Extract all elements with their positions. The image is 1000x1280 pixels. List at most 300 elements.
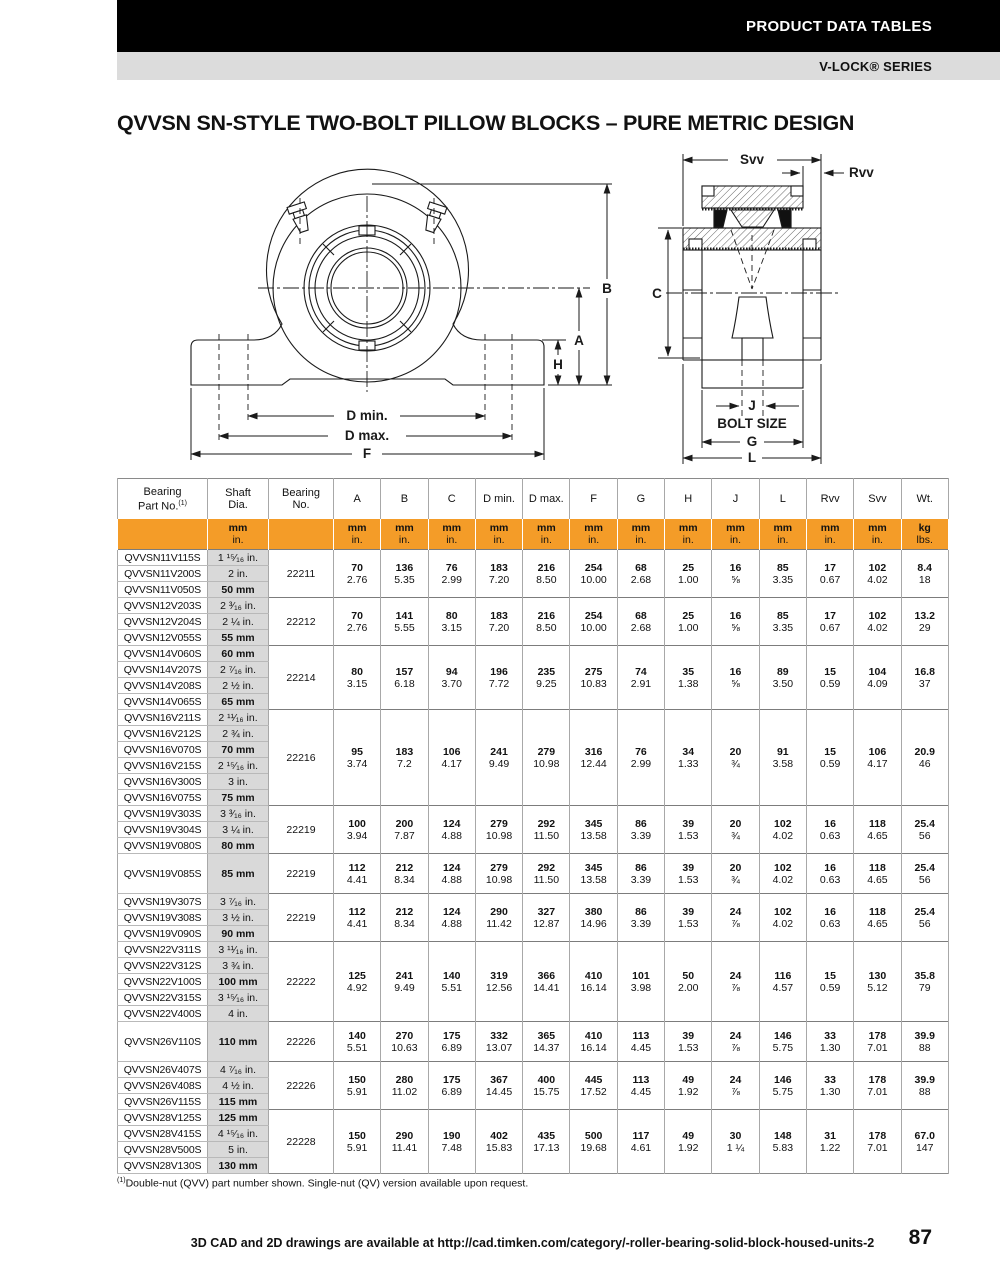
dimension-value-cell: 319 12.56 (475, 942, 522, 1022)
dimension-value-cell: 292 11.50 (523, 854, 570, 894)
dimension-value-cell: 118 4.65 (854, 806, 901, 854)
part-number-cell: QVVSN14V208S (118, 678, 208, 694)
dimension-value-cell: 49 1.92 (665, 1062, 712, 1110)
dimension-value-cell: 15 0.59 (806, 710, 853, 806)
part-number-cell: QVVSN28V415S (118, 1126, 208, 1142)
banner-title: PRODUCT DATA TABLES (746, 17, 932, 35)
dimension-value-cell: 35.8 79 (901, 942, 948, 1022)
column-header: H (665, 479, 712, 520)
table-row (118, 710, 949, 726)
dimension-value-cell: 124 4.88 (428, 806, 475, 854)
dimension-value-cell: 102 4.02 (854, 598, 901, 646)
dimension-value-cell: 85 3.35 (759, 598, 806, 646)
dimension-value-cell: 67.0 147 (901, 1110, 948, 1174)
table-row (118, 806, 949, 822)
dimension-value-cell: 16 0.63 (806, 894, 853, 942)
dimension-value-cell: 17 0.67 (806, 550, 853, 598)
dimension-value-cell: 410 16.14 (570, 1022, 617, 1062)
dimension-value-cell: 183 7.2 (381, 710, 428, 806)
bolt-stem (742, 338, 763, 360)
dimension-value-cell: 124 4.88 (428, 894, 475, 942)
part-number-cell: QVVSN14V207S (118, 662, 208, 678)
dimension-value-cell: 16.8 37 (901, 646, 948, 710)
shaft-dia-cell: 3 ¹⁵⁄₁₆ in. (208, 990, 269, 1006)
shaft-dia-cell: 4 ¹⁵⁄₁₆ in. (208, 1126, 269, 1142)
dimension-value-cell: 116 4.57 (759, 942, 806, 1022)
shaft-dia-cell: 4 ⁷⁄₁₆ in. (208, 1062, 269, 1078)
part-number-cell: QVVSN16V211S (118, 710, 208, 726)
bearing-number-cell: 22219 (269, 894, 334, 942)
dimension-value-cell: 117 4.61 (617, 1110, 664, 1174)
dimension-value-cell: 80 3.15 (428, 598, 475, 646)
shaft-dia-cell: 85 mm (208, 854, 269, 894)
dimension-value-cell: 70 2.76 (334, 598, 381, 646)
shaft-dia-cell: 50 mm (208, 582, 269, 598)
column-header: Bearing Part No.$^{(1)}$ (118, 479, 208, 520)
table-row (118, 942, 949, 958)
dimension-value-cell: 175 6.89 (428, 1062, 475, 1110)
column-header: G (617, 479, 664, 520)
shaft-dia-cell: 2 ¹¹⁄₁₆ in. (208, 710, 269, 726)
dimension-value-cell: 76 2.99 (617, 710, 664, 806)
part-number-cell: QVVSN22V315S (118, 990, 208, 1006)
dim-label-a: A (574, 333, 584, 348)
part-number-cell: QVVSN26V408S (118, 1078, 208, 1094)
dimension-value-cell: 39 1.53 (665, 854, 712, 894)
bearing-number-cell: 22226 (269, 1022, 334, 1062)
dimension-value-cell: 102 4.02 (759, 806, 806, 854)
shaft-dia-cell: 1 ¹⁵⁄₁₆ in. (208, 550, 269, 566)
page-number: 87 (908, 1226, 932, 1249)
part-number-cell: QVVSN14V060S (118, 646, 208, 662)
seal-right (778, 210, 791, 227)
bolt-silhouette (732, 297, 773, 338)
dimension-value-cell: 279 10.98 (475, 854, 522, 894)
dimension-value-cell: 402 15.83 (475, 1110, 522, 1174)
dimension-value-cell: 102 4.02 (759, 894, 806, 942)
part-number-cell: QVVSN16V070S (118, 742, 208, 758)
part-number-cell: QVVSN26V115S (118, 1094, 208, 1110)
column-header: C (428, 479, 475, 520)
dimension-value-cell: 20 ¾ (712, 806, 759, 854)
dimension-value-cell: 16 0.63 (806, 854, 853, 894)
dimension-value-cell: 68 2.68 (617, 598, 664, 646)
column-header: J (712, 479, 759, 520)
dimension-value-cell: 8.4 18 (901, 550, 948, 598)
shaft-dia-cell: 80 mm (208, 838, 269, 854)
product-data-table (117, 478, 949, 1174)
dimension-value-cell: 112 4.41 (334, 854, 381, 894)
part-number-cell: QVVSN28V125S (118, 1110, 208, 1126)
dimension-value-cell: 150 5.91 (334, 1062, 381, 1110)
part-number-cell: QVVSN22V100S (118, 974, 208, 990)
dimension-value-cell: 86 3.39 (617, 894, 664, 942)
dimension-value-cell: 148 5.83 (759, 1110, 806, 1174)
units-row (118, 519, 949, 550)
top-banner (117, 0, 1000, 52)
dimension-value-cell: 95 3.74 (334, 710, 381, 806)
part-number-cell: QVVSN26V110S (118, 1022, 208, 1062)
bearing-number-cell: 22219 (269, 854, 334, 894)
dimension-value-cell: 13.2 29 (901, 598, 948, 646)
part-number-cell: QVVSN22V312S (118, 958, 208, 974)
dimension-value-cell: 106 4.17 (428, 710, 475, 806)
shaft-dia-cell: 2 ¼ in. (208, 614, 269, 630)
dimension-value-cell: 24 ⅞ (712, 942, 759, 1022)
dimension-value-cell: 141 5.55 (381, 598, 428, 646)
dimension-value-cell: 270 10.63 (381, 1022, 428, 1062)
unit-cell (118, 519, 208, 550)
dimension-value-cell: 113 4.45 (617, 1062, 664, 1110)
dimension-value-cell: 435 17.13 (523, 1110, 570, 1174)
dimension-value-cell: 235 9.25 (523, 646, 570, 710)
dimension-value-cell: 102 4.02 (854, 550, 901, 598)
dimension-value-cell: 410 16.14 (570, 942, 617, 1022)
part-number-cell: QVVSN28V500S (118, 1142, 208, 1158)
shaft-dia-cell: 3 ³⁄₁₆ in. (208, 806, 269, 822)
dimension-value-cell: 380 14.96 (570, 894, 617, 942)
shaft-dia-cell: 2 ½ in. (208, 678, 269, 694)
dimension-value-cell: 345 13.58 (570, 806, 617, 854)
dimension-value-cell: 212 8.34 (381, 854, 428, 894)
dim-label-c: C (652, 286, 662, 301)
dimension-value-cell: 130 5.12 (854, 942, 901, 1022)
dimension-value-cell: 241 9.49 (381, 942, 428, 1022)
footer-note: 3D CAD and 2D drawings are available at http://cad.timken.com/category/-roller-bearing-solid-block-housed-units-2 (190, 1236, 875, 1250)
dim-label-dmax: D max. (344, 428, 390, 443)
dimension-value-cell: 68 2.68 (617, 550, 664, 598)
unit-cell: mm in. (665, 519, 712, 550)
part-number-cell: QVVSN19V304S (118, 822, 208, 838)
bearing-number-cell: 22216 (269, 710, 334, 806)
dimension-value-cell: 39 1.53 (665, 806, 712, 854)
shaft-dia-cell: 110 mm (208, 1022, 269, 1062)
part-number-cell: QVVSN12V203S (118, 598, 208, 614)
dimension-value-cell: 241 9.49 (475, 710, 522, 806)
part-number-cell: QVVSN16V212S (118, 726, 208, 742)
dim-label-b: B (602, 281, 612, 296)
dimension-value-cell: 24 ⅞ (712, 1022, 759, 1062)
dimension-value-cell: 76 2.99 (428, 550, 475, 598)
dim-label-dmin: D min. (346, 408, 388, 423)
dimension-value-cell: 17 0.67 (806, 598, 853, 646)
table-row (118, 1110, 949, 1126)
dimension-value-cell: 445 17.52 (570, 1062, 617, 1110)
dimension-value-cell: 190 7.48 (428, 1110, 475, 1174)
dim-label-l: L (747, 450, 757, 465)
dimension-value-cell: 80 3.15 (334, 646, 381, 710)
footnote (117, 1177, 528, 1190)
part-number-cell: QVVSN19V303S (118, 806, 208, 822)
dimension-value-cell: 20 ¾ (712, 710, 759, 806)
bearing-number-cell: 22226 (269, 1062, 334, 1110)
series-label: V-LOCK® SERIES (819, 58, 932, 74)
dimension-value-cell: 196 7.72 (475, 646, 522, 710)
shaft-dia-cell: 2 ¹⁵⁄₁₆ in. (208, 758, 269, 774)
column-header: Shaft Dia. (208, 479, 269, 520)
dimension-value-cell: 102 4.02 (759, 854, 806, 894)
part-number-cell: QVVSN19V307S (118, 894, 208, 910)
shaft-dia-cell: 70 mm (208, 742, 269, 758)
bearing-number-cell: 22219 (269, 806, 334, 854)
dimension-value-cell: 200 7.87 (381, 806, 428, 854)
dimension-value-cell: 136 5.35 (381, 550, 428, 598)
table-row (118, 894, 949, 910)
bearing-number-cell: 22212 (269, 598, 334, 646)
dimension-value-cell: 50 2.00 (665, 942, 712, 1022)
base-foot (702, 360, 803, 388)
dim-label-bolt-size: BOLT SIZE (717, 416, 787, 431)
dimension-value-cell: 89 3.50 (759, 646, 806, 710)
part-number-cell: QVVSN19V080S (118, 838, 208, 854)
part-number-cell: QVVSN28V130S (118, 1158, 208, 1174)
dimension-value-cell: 365 14.37 (523, 1022, 570, 1062)
dimension-value-cell: 25.4 56 (901, 854, 948, 894)
dimension-value-cell: 290 11.41 (381, 1110, 428, 1174)
dimension-value-cell: 254 10.00 (570, 598, 617, 646)
dimension-value-cell: 157 6.18 (381, 646, 428, 710)
dimension-value-cell: 25.4 56 (901, 894, 948, 942)
dimension-value-cell: 35 1.38 (665, 646, 712, 710)
dimension-value-cell: 125 4.92 (334, 942, 381, 1022)
shaft-dia-cell: 115 mm (208, 1094, 269, 1110)
part-number-cell: QVVSN11V115S (118, 550, 208, 566)
dimension-value-cell: 16 ⅝ (712, 646, 759, 710)
shaft-dia-cell: 125 mm (208, 1110, 269, 1126)
unit-cell: mm in. (806, 519, 853, 550)
seal-left (714, 210, 727, 227)
unit-cell: mm in. (208, 519, 269, 550)
column-header: L (759, 479, 806, 520)
dimension-value-cell: 86 3.39 (617, 806, 664, 854)
dimension-value-cell: 275 10.83 (570, 646, 617, 710)
dimension-value-cell: 100 3.94 (334, 806, 381, 854)
dimension-value-cell: 25.4 56 (901, 806, 948, 854)
part-number-cell: QVVSN19V085S (118, 854, 208, 894)
table-row (118, 646, 949, 662)
dimension-value-cell: 140 5.51 (334, 1022, 381, 1062)
dimension-value-cell: 345 13.58 (570, 854, 617, 894)
dim-label-rvv: Rvv (849, 165, 874, 180)
dimension-value-cell: 104 4.09 (854, 646, 901, 710)
dimension-value-cell: 49 1.92 (665, 1110, 712, 1174)
dimension-value-cell: 178 7.01 (854, 1022, 901, 1062)
shaft-dia-cell: 2 in. (208, 566, 269, 582)
part-number-cell: QVVSN22V311S (118, 942, 208, 958)
column-header: Bearing No. (269, 479, 334, 520)
unit-cell: mm in. (712, 519, 759, 550)
dimension-value-cell: 254 10.00 (570, 550, 617, 598)
unit-cell: mm in. (570, 519, 617, 550)
unit-cell: mm in. (759, 519, 806, 550)
dimension-value-cell: 16 ⅝ (712, 550, 759, 598)
dimension-value-cell: 216 8.50 (523, 550, 570, 598)
dimension-value-cell: 16 0.63 (806, 806, 853, 854)
table-row (118, 1062, 949, 1078)
part-number-cell: QVVSN19V308S (118, 910, 208, 926)
bearing-number-cell: 22211 (269, 550, 334, 598)
shaft-dia-cell: 4 in. (208, 1006, 269, 1022)
dimension-value-cell: 500 19.68 (570, 1110, 617, 1174)
dimension-value-cell: 178 7.01 (854, 1062, 901, 1110)
part-number-cell: QVVSN12V204S (118, 614, 208, 630)
part-number-cell: QVVSN14V065S (118, 694, 208, 710)
column-header: A (334, 479, 381, 520)
dimension-value-cell: 367 14.45 (475, 1062, 522, 1110)
dim-label-f: F (362, 446, 372, 461)
shaft-dia-cell: 130 mm (208, 1158, 269, 1174)
unit-cell: mm in. (334, 519, 381, 550)
dimension-value-cell: 31 1.22 (806, 1110, 853, 1174)
unit-cell: kg lbs. (901, 519, 948, 550)
column-header: D min. (475, 479, 522, 520)
shaft-dia-cell: 3 ½ in. (208, 910, 269, 926)
dimension-value-cell: 150 5.91 (334, 1110, 381, 1174)
dimension-value-cell: 280 11.02 (381, 1062, 428, 1110)
shaft-dia-cell: 5 in. (208, 1142, 269, 1158)
dimension-value-cell: 94 3.70 (428, 646, 475, 710)
dimension-value-cell: 146 5.75 (759, 1022, 806, 1062)
dim-label-j: J (748, 398, 756, 413)
dimension-value-cell: 30 1 ¼ (712, 1110, 759, 1174)
dimension-value-cell: 24 ⅞ (712, 894, 759, 942)
dimension-value-cell: 101 3.98 (617, 942, 664, 1022)
series-banner (117, 52, 1000, 80)
shaft-dia-cell: 4 ½ in. (208, 1078, 269, 1094)
shaft-dia-cell: 3 ¾ in. (208, 958, 269, 974)
unit-cell (269, 519, 334, 550)
dim-label-h: H (553, 357, 563, 372)
column-header: B (381, 479, 428, 520)
column-header: Rvv (806, 479, 853, 520)
part-number-cell: QVVSN19V090S (118, 926, 208, 942)
dim-label-svv: Svv (739, 152, 765, 167)
unit-cell: mm in. (428, 519, 475, 550)
part-number-cell: QVVSN16V300S (118, 774, 208, 790)
bearing-number-cell: 22222 (269, 942, 334, 1022)
seal-cap (702, 186, 803, 208)
dimension-value-cell: 140 5.51 (428, 942, 475, 1022)
dimension-value-cell: 183 7.20 (475, 598, 522, 646)
shaft-dia-cell: 90 mm (208, 926, 269, 942)
part-number-cell: QVVSN26V407S (118, 1062, 208, 1078)
column-header: F (570, 479, 617, 520)
dimension-value-cell: 292 11.50 (523, 806, 570, 854)
unit-cell: mm in. (475, 519, 522, 550)
dimension-value-cell: 24 ⅞ (712, 1062, 759, 1110)
footnote-marker: (1) (117, 1177, 126, 1184)
dimension-value-cell: 86 3.39 (617, 854, 664, 894)
dimension-value-cell: 112 4.41 (334, 894, 381, 942)
roller-section (731, 210, 774, 227)
dimension-value-cell: 316 12.44 (570, 710, 617, 806)
shaft-dia-cell: 3 in. (208, 774, 269, 790)
dimension-value-cell: 212 8.34 (381, 894, 428, 942)
column-header: Svv (854, 479, 901, 520)
dimension-value-cell: 106 4.17 (854, 710, 901, 806)
shaft-dia-cell: 3 ¼ in. (208, 822, 269, 838)
dimension-value-cell: 178 7.01 (854, 1110, 901, 1174)
dimension-value-cell: 16 ⅝ (712, 598, 759, 646)
part-number-cell: QVVSN16V215S (118, 758, 208, 774)
dimension-value-cell: 175 6.89 (428, 1022, 475, 1062)
unit-cell: mm in. (854, 519, 901, 550)
dimension-value-cell: 279 10.98 (523, 710, 570, 806)
shaft-dia-cell: 3 ¹¹⁄₁₆ in. (208, 942, 269, 958)
shaft-dia-cell: 2 ³⁄₁₆ in. (208, 598, 269, 614)
shaft-dia-cell: 75 mm (208, 790, 269, 806)
dimension-value-cell: 39.9 88 (901, 1022, 948, 1062)
dimension-value-cell: 15 0.59 (806, 942, 853, 1022)
product-data-table-container (117, 478, 948, 1174)
dimension-value-cell: 20.9 46 (901, 710, 948, 806)
dimension-value-cell: 279 10.98 (475, 806, 522, 854)
dimension-value-cell: 33 1.30 (806, 1022, 853, 1062)
dimension-value-cell: 327 12.87 (523, 894, 570, 942)
table-row (118, 854, 949, 894)
part-number-cell: QVVSN12V055S (118, 630, 208, 646)
shaft-dia-cell: 100 mm (208, 974, 269, 990)
part-number-cell: QVVSN11V050S (118, 582, 208, 598)
footnote-text: Double-nut (QVV) part number shown. Single-nut (QV) version available upon request. (125, 1177, 529, 1190)
dimension-value-cell: 39 1.53 (665, 894, 712, 942)
dimension-value-cell: 39.9 88 (901, 1062, 948, 1110)
table-row (118, 598, 949, 614)
table-row (118, 1022, 949, 1062)
unit-cell: mm in. (617, 519, 664, 550)
part-number-cell: QVVSN22V400S (118, 1006, 208, 1022)
column-header: Wt. (901, 479, 948, 520)
shaft-dia-cell: 2 ¾ in. (208, 726, 269, 742)
side-view-diagram (630, 140, 990, 480)
dimension-value-cell: 124 4.88 (428, 854, 475, 894)
dimension-value-cell: 34 1.33 (665, 710, 712, 806)
bearing-number-cell: 22228 (269, 1110, 334, 1174)
shaft-dia-cell: 65 mm (208, 694, 269, 710)
dimension-value-cell: 33 1.30 (806, 1062, 853, 1110)
dimension-value-cell: 113 4.45 (617, 1022, 664, 1062)
dimension-value-cell: 118 4.65 (854, 894, 901, 942)
table-row (118, 550, 949, 566)
dimension-value-cell: 91 3.58 (759, 710, 806, 806)
shaft-dia-cell: 3 ⁷⁄₁₆ in. (208, 894, 269, 910)
table-header-row (118, 479, 949, 520)
unit-cell: mm in. (523, 519, 570, 550)
dimension-value-cell: 118 4.65 (854, 854, 901, 894)
dimension-value-cell: 20 ¾ (712, 854, 759, 894)
dimension-value-cell: 290 11.42 (475, 894, 522, 942)
column-header: D max. (523, 479, 570, 520)
part-number-cell: QVVSN11V200S (118, 566, 208, 582)
front-view-diagram (160, 148, 640, 480)
bearing-number-cell: 22214 (269, 646, 334, 710)
dimension-value-cell: 25 1.00 (665, 550, 712, 598)
dimension-value-cell: 15 0.59 (806, 646, 853, 710)
dimension-value-cell: 25 1.00 (665, 598, 712, 646)
page-title: QVVSN SN-STYLE TWO-BOLT PILLOW BLOCKS – PURE METRIC DESIGN (117, 111, 855, 135)
dimension-value-cell: 332 13.07 (475, 1022, 522, 1062)
dimension-value-cell: 146 5.75 (759, 1062, 806, 1110)
dim-label-g: G (746, 434, 758, 449)
dimension-value-cell: 39 1.53 (665, 1022, 712, 1062)
dimension-value-cell: 183 7.20 (475, 550, 522, 598)
shaft-dia-cell: 2 ⁷⁄₁₆ in. (208, 662, 269, 678)
dimension-value-cell: 85 3.35 (759, 550, 806, 598)
dimension-value-cell: 74 2.91 (617, 646, 664, 710)
dimension-value-cell: 70 2.76 (334, 550, 381, 598)
unit-cell: mm in. (381, 519, 428, 550)
dimension-value-cell: 366 14.41 (523, 942, 570, 1022)
